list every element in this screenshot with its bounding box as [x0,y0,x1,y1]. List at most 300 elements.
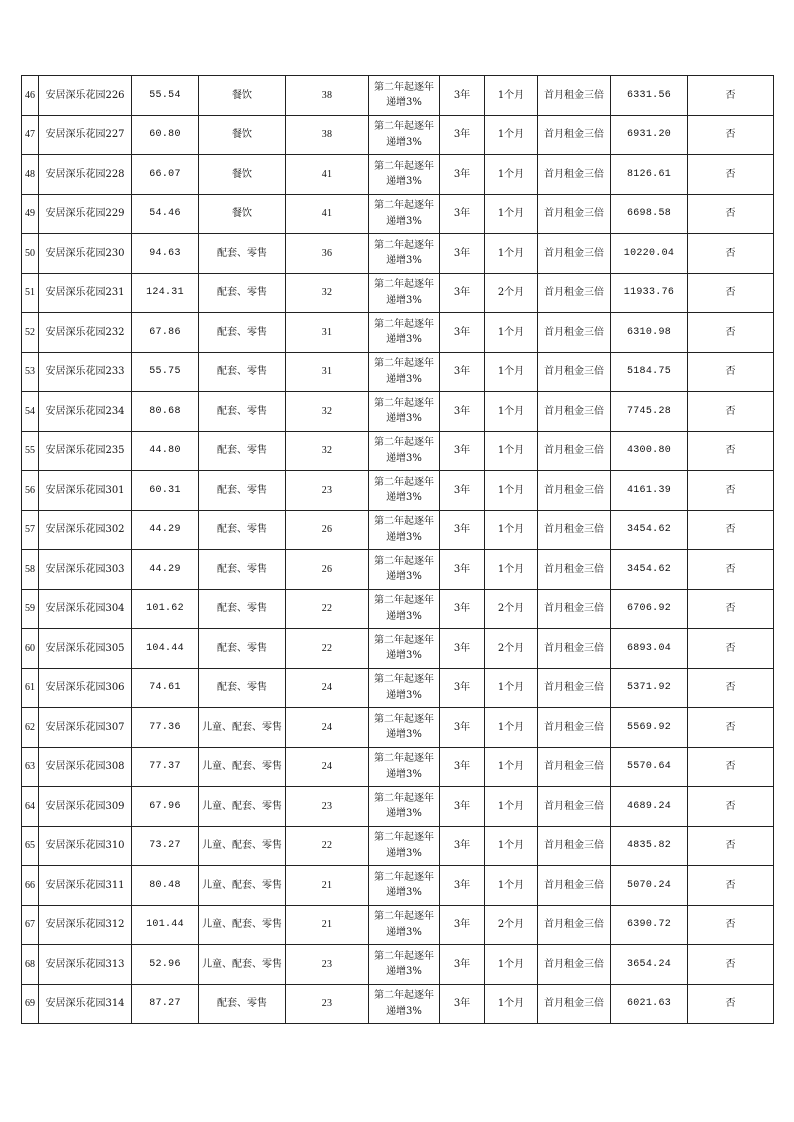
table-row [22,826,774,866]
property-name: 安居深乐花园308 [39,747,132,787]
rent-increase-line: 递增3% [386,571,422,583]
flag-value: 否 [688,352,774,392]
rent-increase-line: 第二年起逐年 [374,832,434,844]
table-row [22,76,774,116]
rent-increase-line: 递增3% [386,966,422,978]
table-row [22,708,774,748]
rent-increase-line: 递增3% [386,610,422,622]
usage-type: 儿童、配套、零售 [199,826,286,866]
lease-term: 3年 [440,194,485,234]
monthly-rent: 6390.72 [611,905,688,945]
flag-value: 否 [688,905,774,945]
monthly-rent: 4835.82 [611,826,688,866]
usage-type: 儿童、配套、零售 [199,905,286,945]
row-number: 57 [22,510,39,550]
lease-term: 3年 [440,787,485,827]
usage-type: 餐饮 [199,155,286,195]
table-row [22,866,774,906]
rent-free-period: 1个月 [485,550,538,590]
rent-increase-note [369,629,440,669]
row-number: 60 [22,629,39,669]
deposit-rule: 首月租金三倍 [538,708,611,748]
usage-type: 配套、零售 [199,510,286,550]
rent-free-period: 2个月 [485,629,538,669]
deposit-rule: 首月租金三倍 [538,431,611,471]
property-name: 安居深乐花园232 [39,313,132,353]
rent-increase-line: 第二年起逐年 [374,713,434,725]
lease-term: 3年 [440,510,485,550]
monthly-rent: 5070.24 [611,866,688,906]
rent-increase-line: 递增3% [386,650,422,662]
unit-price: 24 [286,747,369,787]
row-number: 46 [22,76,39,116]
unit-price: 31 [286,352,369,392]
lease-term: 3年 [440,76,485,116]
area-value: 44.29 [132,550,199,590]
unit-price: 24 [286,708,369,748]
usage-type: 儿童、配套、零售 [199,945,286,985]
flag-value: 否 [688,510,774,550]
area-value: 52.96 [132,945,199,985]
monthly-rent: 6931.20 [611,115,688,155]
flag-value: 否 [688,589,774,629]
area-value: 101.62 [132,589,199,629]
usage-type: 配套、零售 [199,352,286,392]
rent-increase-note [369,76,440,116]
rent-increase-line: 递增3% [386,689,422,701]
rent-free-period: 1个月 [485,431,538,471]
rent-increase-line: 递增3% [386,334,422,346]
rent-increase-line: 第二年起逐年 [374,358,434,370]
rent-free-period: 1个月 [485,747,538,787]
rent-increase-line: 第二年起逐年 [374,239,434,251]
rent-free-period: 2个月 [485,589,538,629]
usage-type: 配套、零售 [199,234,286,274]
rent-free-period: 1个月 [485,115,538,155]
unit-price: 23 [286,471,369,511]
rent-increase-line: 第二年起逐年 [374,792,434,804]
monthly-rent: 6331.56 [611,76,688,116]
area-value: 101.44 [132,905,199,945]
monthly-rent: 8126.61 [611,155,688,195]
rent-free-period: 1个月 [485,194,538,234]
flag-value: 否 [688,115,774,155]
usage-type: 儿童、配套、零售 [199,787,286,827]
table-row [22,550,774,590]
rent-increase-line: 第二年起逐年 [374,990,434,1002]
flag-value: 否 [688,787,774,827]
deposit-rule: 首月租金三倍 [538,629,611,669]
row-number: 55 [22,431,39,471]
usage-type: 配套、零售 [199,431,286,471]
flag-value: 否 [688,234,774,274]
lease-term: 3年 [440,984,485,1024]
unit-price: 38 [286,115,369,155]
area-value: 74.61 [132,668,199,708]
rent-increase-note [369,234,440,274]
rent-free-period: 1个月 [485,234,538,274]
rent-free-period: 1个月 [485,668,538,708]
property-name: 安居深乐花园309 [39,787,132,827]
flag-value: 否 [688,708,774,748]
deposit-rule: 首月租金三倍 [538,747,611,787]
rent-free-period: 2个月 [485,273,538,313]
rent-increase-note [369,194,440,234]
unit-price: 23 [286,945,369,985]
usage-type: 配套、零售 [199,629,286,669]
table-row [22,194,774,234]
property-name: 安居深乐花园310 [39,826,132,866]
row-number: 49 [22,194,39,234]
unit-price: 36 [286,234,369,274]
unit-price: 21 [286,866,369,906]
area-value: 94.63 [132,234,199,274]
rent-increase-line: 第二年起逐年 [374,81,434,93]
lease-term: 3年 [440,273,485,313]
property-name: 安居深乐花园306 [39,668,132,708]
rent-increase-line: 递增3% [386,413,422,425]
table-row [22,629,774,669]
area-value: 60.31 [132,471,199,511]
flag-value: 否 [688,313,774,353]
lease-term: 3年 [440,945,485,985]
rent-free-period: 1个月 [485,708,538,748]
table-row [22,313,774,353]
property-name: 安居深乐花园228 [39,155,132,195]
row-number: 66 [22,866,39,906]
deposit-rule: 首月租金三倍 [538,550,611,590]
lease-term: 3年 [440,234,485,274]
rent-increase-note [369,115,440,155]
rent-increase-note [369,352,440,392]
lease-term: 3年 [440,866,485,906]
unit-price: 23 [286,984,369,1024]
flag-value: 否 [688,431,774,471]
row-number: 58 [22,550,39,590]
monthly-rent: 6698.58 [611,194,688,234]
usage-type: 儿童、配套、零售 [199,747,286,787]
rent-increase-line: 第二年起逐年 [374,121,434,133]
table-row [22,431,774,471]
area-value: 55.75 [132,352,199,392]
lease-term: 3年 [440,905,485,945]
property-name: 安居深乐花园312 [39,905,132,945]
unit-price: 26 [286,510,369,550]
usage-type: 配套、零售 [199,589,286,629]
area-value: 73.27 [132,826,199,866]
area-value: 44.29 [132,510,199,550]
unit-price: 32 [286,273,369,313]
rent-increase-line: 第二年起逐年 [374,753,434,765]
flag-value: 否 [688,866,774,906]
unit-price: 23 [286,787,369,827]
deposit-rule: 首月租金三倍 [538,313,611,353]
unit-price: 26 [286,550,369,590]
table-row [22,115,774,155]
rent-free-period: 1个月 [485,352,538,392]
table-row [22,589,774,629]
area-value: 55.54 [132,76,199,116]
property-name: 安居深乐花园313 [39,945,132,985]
rent-increase-line: 第二年起逐年 [374,397,434,409]
lease-term: 3年 [440,629,485,669]
deposit-rule: 首月租金三倍 [538,905,611,945]
rent-increase-note [369,510,440,550]
monthly-rent: 5570.64 [611,747,688,787]
table-row [22,155,774,195]
rent-increase-line: 第二年起逐年 [374,911,434,923]
monthly-rent: 4300.80 [611,431,688,471]
deposit-rule: 首月租金三倍 [538,945,611,985]
unit-price: 22 [286,629,369,669]
property-name: 安居深乐花园233 [39,352,132,392]
area-value: 80.48 [132,866,199,906]
lease-term: 3年 [440,471,485,511]
rent-increase-note [369,747,440,787]
deposit-rule: 首月租金三倍 [538,115,611,155]
usage-type: 餐饮 [199,194,286,234]
flag-value: 否 [688,629,774,669]
area-value: 124.31 [132,273,199,313]
rent-increase-line: 递增3% [386,847,422,859]
property-name: 安居深乐花园230 [39,234,132,274]
row-number: 56 [22,471,39,511]
usage-type: 配套、零售 [199,471,286,511]
rent-increase-note [369,826,440,866]
usage-type: 配套、零售 [199,392,286,432]
property-name: 安居深乐花园305 [39,629,132,669]
monthly-rent: 6021.63 [611,984,688,1024]
property-name: 安居深乐花园227 [39,115,132,155]
usage-type: 配套、零售 [199,668,286,708]
property-name: 安居深乐花园229 [39,194,132,234]
area-value: 54.46 [132,194,199,234]
rent-free-period: 1个月 [485,510,538,550]
rent-increase-line: 第二年起逐年 [374,595,434,607]
area-value: 60.80 [132,115,199,155]
rent-increase-line: 递增3% [386,215,422,227]
rent-increase-line: 第二年起逐年 [374,634,434,646]
rent-free-period: 1个月 [485,945,538,985]
row-number: 69 [22,984,39,1024]
rent-increase-note [369,471,440,511]
usage-type: 配套、零售 [199,550,286,590]
rent-increase-line: 递增3% [386,176,422,188]
deposit-rule: 首月租金三倍 [538,589,611,629]
lease-term: 3年 [440,155,485,195]
rent-increase-note [369,945,440,985]
monthly-rent: 6893.04 [611,629,688,669]
rent-increase-line: 第二年起逐年 [374,555,434,567]
property-name: 安居深乐花园303 [39,550,132,590]
area-value: 44.80 [132,431,199,471]
row-number: 61 [22,668,39,708]
monthly-rent: 4689.24 [611,787,688,827]
lease-term: 3年 [440,392,485,432]
row-number: 59 [22,589,39,629]
unit-price: 41 [286,155,369,195]
monthly-rent: 7745.28 [611,392,688,432]
row-number: 53 [22,352,39,392]
unit-price: 41 [286,194,369,234]
flag-value: 否 [688,550,774,590]
rent-increase-line: 递增3% [386,255,422,267]
area-value: 67.86 [132,313,199,353]
property-name: 安居深乐花园307 [39,708,132,748]
rent-increase-line: 第二年起逐年 [374,200,434,212]
table-row [22,668,774,708]
property-name: 安居深乐花园234 [39,392,132,432]
rent-free-period: 1个月 [485,313,538,353]
rent-increase-line: 递增3% [386,1005,422,1017]
lease-term: 3年 [440,826,485,866]
unit-price: 31 [286,313,369,353]
flag-value: 否 [688,747,774,787]
monthly-rent: 6706.92 [611,589,688,629]
table-row [22,234,774,274]
rent-increase-line: 递增3% [386,97,422,109]
property-name: 安居深乐花园311 [39,866,132,906]
property-name: 安居深乐花园314 [39,984,132,1024]
lease-table [21,75,774,1024]
flag-value: 否 [688,273,774,313]
rent-increase-line: 递增3% [386,373,422,385]
table-row [22,747,774,787]
monthly-rent: 5569.92 [611,708,688,748]
rent-increase-line: 第二年起逐年 [374,516,434,528]
deposit-rule: 首月租金三倍 [538,273,611,313]
rent-increase-note [369,392,440,432]
area-value: 80.68 [132,392,199,432]
deposit-rule: 首月租金三倍 [538,826,611,866]
rent-increase-note [369,984,440,1024]
lease-term: 3年 [440,313,485,353]
flag-value: 否 [688,155,774,195]
deposit-rule: 首月租金三倍 [538,668,611,708]
unit-price: 38 [286,76,369,116]
unit-price: 32 [286,431,369,471]
rent-increase-note [369,589,440,629]
deposit-rule: 首月租金三倍 [538,234,611,274]
flag-value: 否 [688,668,774,708]
rent-increase-line: 第二年起逐年 [374,674,434,686]
flag-value: 否 [688,945,774,985]
flag-value: 否 [688,984,774,1024]
deposit-rule: 首月租金三倍 [538,471,611,511]
rent-increase-note [369,273,440,313]
usage-type: 餐饮 [199,115,286,155]
deposit-rule: 首月租金三倍 [538,76,611,116]
monthly-rent: 4161.39 [611,471,688,511]
flag-value: 否 [688,471,774,511]
table-row [22,945,774,985]
row-number: 64 [22,787,39,827]
flag-value: 否 [688,392,774,432]
deposit-rule: 首月租金三倍 [538,866,611,906]
rent-increase-line: 第二年起逐年 [374,160,434,172]
usage-type: 配套、零售 [199,313,286,353]
unit-price: 22 [286,589,369,629]
rent-free-period: 2个月 [485,905,538,945]
table-body [22,76,774,1024]
rent-increase-line: 递增3% [386,729,422,741]
lease-term: 3年 [440,550,485,590]
monthly-rent: 5184.75 [611,352,688,392]
rent-free-period: 1个月 [485,787,538,827]
rent-increase-note [369,668,440,708]
rent-free-period: 1个月 [485,76,538,116]
area-value: 77.36 [132,708,199,748]
deposit-rule: 首月租金三倍 [538,787,611,827]
row-number: 68 [22,945,39,985]
table-row [22,787,774,827]
lease-term: 3年 [440,589,485,629]
area-value: 104.44 [132,629,199,669]
monthly-rent: 3654.24 [611,945,688,985]
rent-increase-line: 第二年起逐年 [374,318,434,330]
rent-increase-line: 递增3% [386,531,422,543]
rent-increase-note [369,787,440,827]
lease-term: 3年 [440,352,485,392]
usage-type: 配套、零售 [199,984,286,1024]
rent-increase-note [369,550,440,590]
rent-increase-line: 递增3% [386,768,422,780]
rent-free-period: 1个月 [485,392,538,432]
property-name: 安居深乐花园301 [39,471,132,511]
property-name: 安居深乐花园231 [39,273,132,313]
rent-increase-line: 第二年起逐年 [374,476,434,488]
unit-price: 22 [286,826,369,866]
table-row [22,273,774,313]
row-number: 65 [22,826,39,866]
rent-increase-note [369,431,440,471]
usage-type: 儿童、配套、零售 [199,866,286,906]
rent-free-period: 1个月 [485,155,538,195]
flag-value: 否 [688,76,774,116]
row-number: 67 [22,905,39,945]
monthly-rent: 3454.62 [611,550,688,590]
row-number: 52 [22,313,39,353]
row-number: 50 [22,234,39,274]
lease-term: 3年 [440,668,485,708]
rent-increase-line: 第二年起逐年 [374,437,434,449]
rent-increase-note [369,313,440,353]
row-number: 62 [22,708,39,748]
rent-increase-note [369,866,440,906]
rent-free-period: 1个月 [485,984,538,1024]
rent-increase-line: 递增3% [386,452,422,464]
rent-increase-line: 递增3% [386,808,422,820]
deposit-rule: 首月租金三倍 [538,984,611,1024]
row-number: 54 [22,392,39,432]
rent-increase-line: 递增3% [386,492,422,504]
row-number: 63 [22,747,39,787]
usage-type: 儿童、配套、零售 [199,708,286,748]
table-row [22,510,774,550]
lease-term: 3年 [440,115,485,155]
monthly-rent: 5371.92 [611,668,688,708]
deposit-rule: 首月租金三倍 [538,352,611,392]
rent-increase-line: 递增3% [386,887,422,899]
rent-free-period: 1个月 [485,471,538,511]
deposit-rule: 首月租金三倍 [538,194,611,234]
property-name: 安居深乐花园302 [39,510,132,550]
table-row [22,905,774,945]
monthly-rent: 11933.76 [611,273,688,313]
deposit-rule: 首月租金三倍 [538,510,611,550]
property-name: 安居深乐花园226 [39,76,132,116]
flag-value: 否 [688,826,774,866]
